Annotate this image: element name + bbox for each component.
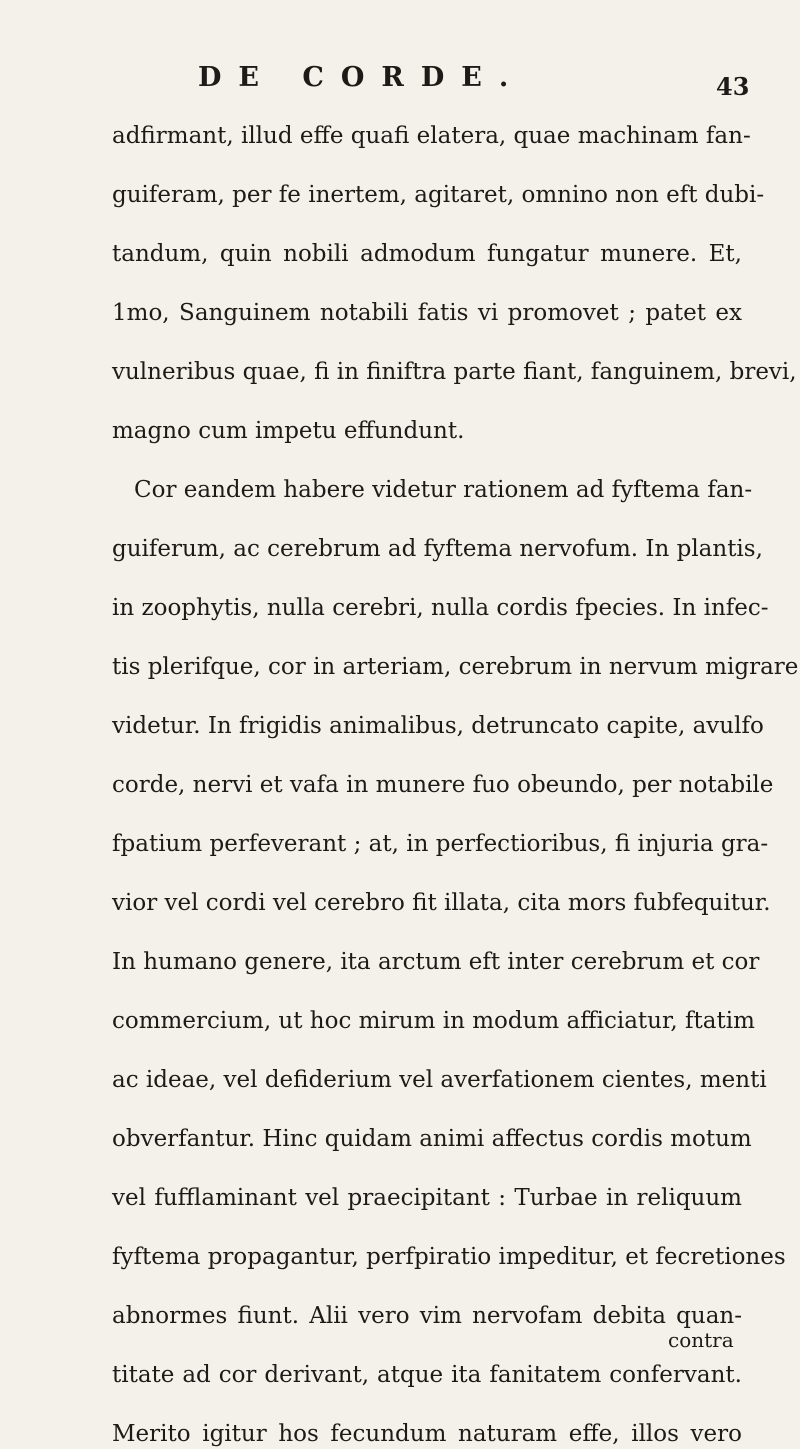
text-line: Merito igitur hos fecundum naturam effe, illos vero [112,1421,742,1447]
text-line: obverfantur. Hinc quidam animi affectus cordis motum [112,1126,752,1152]
running-title: DE CORDE. [198,62,526,93]
text-line: guiferum, ac cerebrum ad fyftema nervofum. In plantis, [112,536,763,562]
text-line: ac ideae, vel defiderium vel averfationem cientes, menti [112,1067,767,1093]
text-line: adfirmant, illud effe quafi elatera, quae machinam fan- [112,123,751,149]
text-line: vel fufflaminant vel praecipitant : Turbae in reliquum [112,1185,742,1211]
text-line: vulneribus quae, fi in finiftra parte fiant, fanguinem, brevi, [112,359,797,385]
text-line: tis plerifque, cor in arteriam, cerebrum in nervum migrare [112,654,799,680]
text-line: abnormes fiunt. Alii vero vim nervofam debita quan- [112,1303,742,1329]
text-line: fyftema propagantur, perfpiratio impeditur, et fecretiones [112,1244,786,1270]
page-header [0,62,800,102]
text-line: videtur. In frigidis animalibus, detruncato capite, avulfo [112,713,764,739]
text-line: titate ad cor derivant, atque ita fanitatem confervant. [112,1362,742,1388]
text-line: 1mo, Sanguinem notabili fatis vi promovet ; patet ex [112,300,742,326]
text-line: fpatium perfeverant ; at, in perfectioribus, fi injuria gra- [112,831,769,857]
text-line: Cor eandem habere videtur rationem ad fyftema fan- [134,477,753,503]
text-line: magno cum impetu effundunt. [112,418,465,444]
text-line: In humano genere, ita arctum eft inter cerebrum et cor [112,949,760,975]
text-line: guiferam, per fe inertem, agitaret, omnino non eft dubi- [112,182,765,208]
catchword: contra [668,1328,734,1352]
text-line: in zoophytis, nulla cerebri, nulla cordis fpecies. In infec- [112,595,769,621]
text-line: tandum, quin nobili admodum fungatur munere. Et, [112,241,742,267]
page-number: 43 [716,72,750,101]
text-line: corde, nervi et vafa in munere fuo obeundo, per notabile [112,772,774,798]
text-line: commercium, ut hoc mirum in modum afficiatur, ftatim [112,1008,755,1034]
text-line: vior vel cordi vel cerebro fit illata, cita mors fubfequitur. [112,890,771,916]
